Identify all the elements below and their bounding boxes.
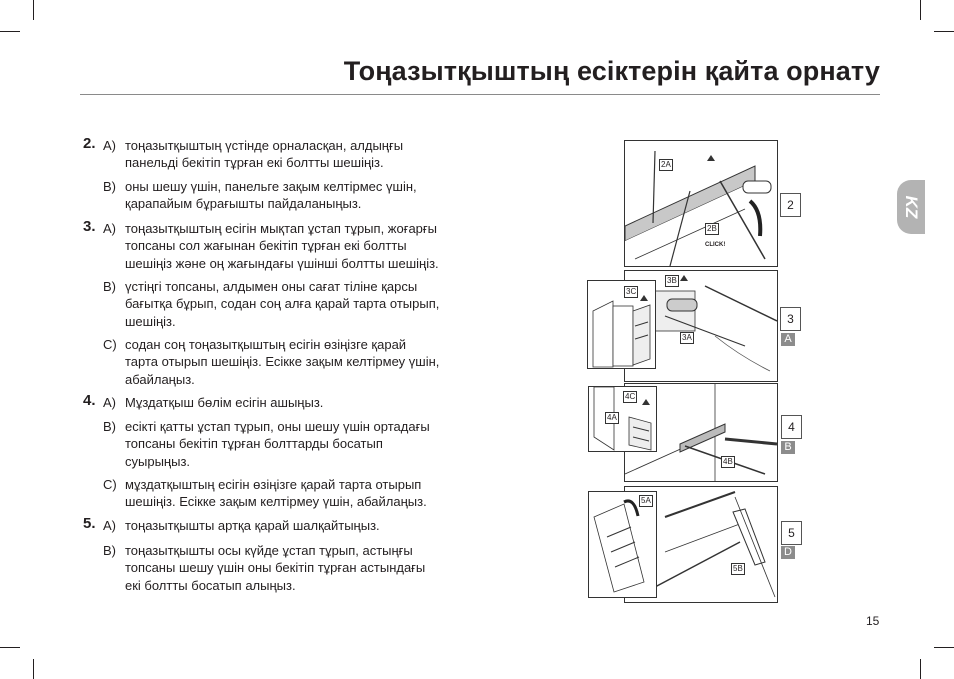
variant-badge-a: A	[781, 333, 795, 346]
text-line: абайлаңыз.	[125, 371, 195, 387]
item-letter: C)	[103, 337, 117, 352]
item-letter: B)	[103, 543, 116, 558]
item-letter: A)	[103, 138, 116, 153]
text-line: шешіңіз.	[125, 313, 176, 329]
figure-label: 2B	[707, 224, 717, 233]
text-line: тарта отырып шешіңіз. Есікке зақым келтірмеу үшін,	[125, 354, 440, 370]
illustration-step-3c-inset	[587, 280, 656, 369]
text-line: Мұздатқыш бөлім есігін ашыңыз.	[125, 395, 324, 410]
item-letter: B)	[103, 419, 116, 434]
item-letter: B)	[103, 179, 116, 194]
text-line: тоңазытқыштың есігін мықтап ұстап тұрып, жоғарғы	[125, 221, 437, 236]
figure-label: 4B	[723, 457, 733, 466]
language-tab	[897, 180, 925, 234]
page-title: Тоңазытқыштың есіктерін қайта орнату	[343, 56, 880, 86]
step-number: 3.	[83, 218, 96, 235]
click-label: CLICK!	[705, 242, 726, 248]
item-letter: A)	[103, 518, 116, 533]
step-number: 5.	[83, 515, 96, 532]
item-letter: C)	[103, 477, 117, 492]
text-line: тоңазытқышты осы күйде ұстап тұрып, астыңғы	[125, 543, 413, 558]
text-line: бағытқа бұрып, содан соң алға қарай тарта отырып,	[125, 296, 440, 312]
text-line: үстіңгі топсаны, алдымен оны сағат тіліне қарсы	[125, 279, 418, 294]
variant-badge-d: D	[781, 546, 795, 559]
fridge-tilted-drawing	[589, 492, 656, 597]
text-line: мұздатқыштың есігін өзіңізге қарай тарта отырып	[125, 477, 422, 492]
illustration-step-4-inset	[588, 386, 657, 452]
step-box-2: 2	[780, 193, 801, 217]
text-line: суырыңыз.	[125, 453, 191, 469]
figure-label: 4A	[607, 413, 617, 422]
text-line: топсаны бекітіп тұрған болттарды босатып	[125, 436, 383, 452]
step-box-5: 5	[781, 521, 802, 545]
crop-mark	[33, 659, 34, 679]
crop-mark	[934, 647, 954, 648]
text-line: шешіңіз. Есікке зақым келтірмеу үшін, абайлаңыз.	[125, 494, 427, 510]
crop-mark	[0, 647, 20, 648]
text-line: панельді бекітіп тұрған екі болтты шешіңіз.	[125, 155, 384, 171]
step-number: 4.	[83, 392, 96, 409]
illustration-step-2	[624, 140, 778, 267]
text-line: тоңазытқыштың үстінде орналасқан, алдыңғы	[125, 138, 404, 153]
crop-mark	[33, 0, 34, 20]
fridge-open-door-drawing	[588, 281, 655, 368]
figure-label: 3B	[667, 276, 677, 285]
text-line: қарапайым бұрағышты пайдаланыңыз.	[125, 196, 362, 212]
figure-label: 3C	[626, 287, 637, 296]
crop-mark	[0, 31, 20, 32]
language-tab-label: KZ	[902, 195, 921, 219]
crop-mark	[920, 659, 921, 679]
title-divider	[80, 94, 880, 95]
text-line: тоңазытқышты артқа қарай шалқайтыңыз.	[125, 518, 380, 533]
text-line: содан соң тоңазытқыштың есігін өзіңізге қарай	[125, 337, 407, 352]
figure-label: 2A	[661, 160, 671, 169]
step-box-4: 4	[781, 415, 802, 439]
text-line: оны шешу үшін, панельге зақым келтірмес үшін,	[125, 179, 417, 194]
crop-mark	[934, 31, 954, 32]
text-line: топсаны сол жағынан бекітіп тұрған екі болтты	[125, 238, 407, 254]
text-line: есікті қатты ұстап тұрып, оны шешу үшін ортадағы	[125, 419, 430, 434]
fridge-top-panel-drawing	[625, 141, 777, 266]
figure-label: 5B	[733, 564, 743, 573]
page-number: 15	[866, 614, 880, 628]
item-letter: B)	[103, 279, 116, 294]
figure-label: 4C	[625, 392, 636, 401]
figure-label: 3A	[682, 333, 692, 342]
text-line: екі болтты босатып алыңыз.	[125, 577, 296, 593]
step-number: 2.	[83, 135, 96, 152]
variant-badge-b: B	[781, 441, 795, 454]
step-box-3: 3	[780, 307, 801, 331]
text-line: топсаны шешу үшін оны бекітіп тұрған астындағы	[125, 560, 426, 576]
figure-label: 5A	[641, 496, 651, 505]
text-line: шешіңіз және оң жағындағы үшінші болтты шешіңіз.	[125, 255, 439, 271]
crop-mark	[920, 0, 921, 20]
illustration-step-5-inset	[588, 491, 657, 598]
item-letter: A)	[103, 395, 116, 410]
item-letter: A)	[103, 221, 116, 236]
